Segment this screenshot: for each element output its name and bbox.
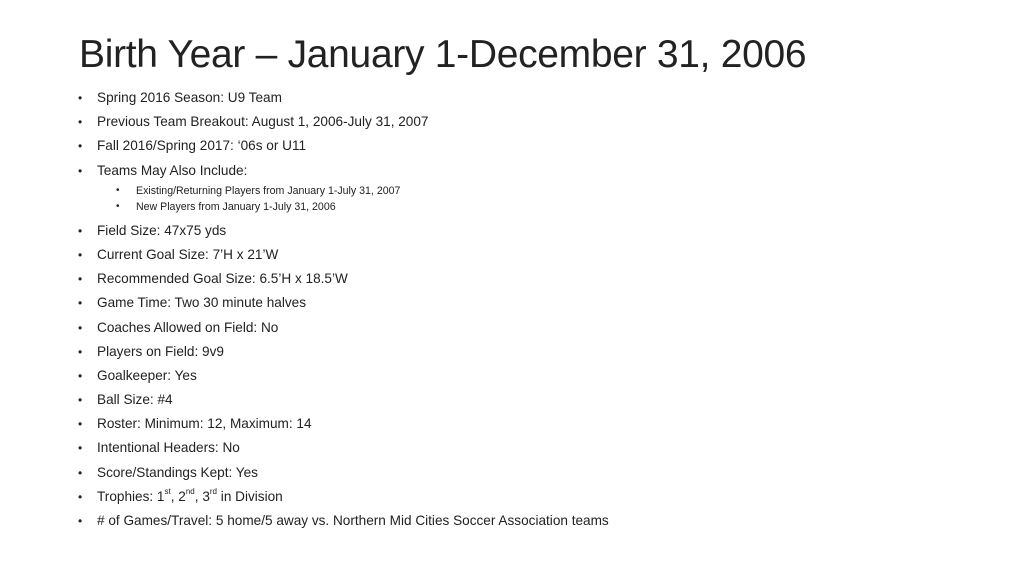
sub-bullet-dot-icon: • [116, 184, 120, 196]
trophies-prefix: Trophies: 1 [97, 488, 165, 504]
bullet-dot-icon: • [78, 115, 83, 130]
bullet-text: Fall 2016/Spring 2017: ‘06s or U11 [97, 138, 307, 154]
bullet-dot-icon: • [78, 163, 83, 178]
bullet-text: Intentional Headers: No [97, 440, 240, 456]
bullet-dot-icon: • [78, 320, 83, 335]
bullet-dot-icon: • [78, 465, 83, 480]
bullet-text: Players on Field: 9v9 [97, 343, 224, 359]
bullet-dot-icon: • [78, 272, 83, 287]
bullet-text: Current Goal Size: 7’H x 21’W [97, 246, 279, 262]
bullet-text: Field Size: 47x75 yds [97, 222, 227, 238]
bullet-text: Recommended Goal Size: 6.5’H x 18.5’W [97, 271, 348, 287]
trophies-sup-2: nd [185, 487, 195, 497]
bullet-dot-icon: • [78, 368, 83, 383]
trophies-mid-1: , 2 [170, 488, 186, 504]
bullet-text: Previous Team Breakout: August 1, 2006-July 31, 2007 [97, 114, 429, 130]
bullet-dot-icon: • [78, 223, 83, 238]
bullet-text: Coaches Allowed on Field: No [97, 319, 279, 335]
bullet-text: # of Games/Travel: 5 home/5 away vs. Northern Mid Cities Soccer Association teams [97, 513, 609, 528]
bullet-dot-icon: • [78, 441, 83, 456]
bullet-dot-icon: • [78, 489, 83, 504]
bullet-dot-icon: • [78, 296, 83, 311]
sub-bullet-text: Existing/Returning Players from January 1-July 31, 2007 [136, 184, 401, 197]
sub-bullet-text: New Players from January 1-July 31, 2006 [136, 200, 336, 213]
bullet-text: Goalkeeper: Yes [97, 367, 197, 383]
bullet-dot-icon: • [78, 139, 83, 154]
bullet-text-trophies [97, 485, 283, 509]
bullet-dot-icon: • [78, 393, 83, 408]
bullet-dot-icon: • [78, 91, 83, 105]
trophies-suffix: in Division [217, 488, 283, 504]
bullet-text: Spring 2016 Season: U9 Team [97, 90, 282, 105]
bullet-dot-icon: • [78, 417, 83, 432]
trophies-sup-3: rd [209, 487, 218, 497]
bullet-dot-icon: • [78, 514, 83, 528]
slide-title: Birth Year – January 1-December 31, 2006 [79, 33, 807, 76]
bullet-text: Game Time: Two 30 minute halves [97, 295, 307, 311]
trophies-mid-2: , 3 [194, 488, 210, 504]
bullet-text: Roster: Minimum: 12, Maximum: 14 [97, 416, 312, 432]
bullet-text: Ball Size: #4 [97, 392, 173, 408]
bullet-dot-icon: • [78, 344, 83, 359]
bullet-text: Teams May Also Include: [97, 162, 248, 178]
bullet-text: Score/Standings Kept: Yes [97, 464, 258, 480]
sub-bullet-dot-icon: • [116, 200, 120, 212]
bullet-dot-icon: • [78, 247, 83, 262]
trophies-sup-1: st [164, 487, 171, 497]
